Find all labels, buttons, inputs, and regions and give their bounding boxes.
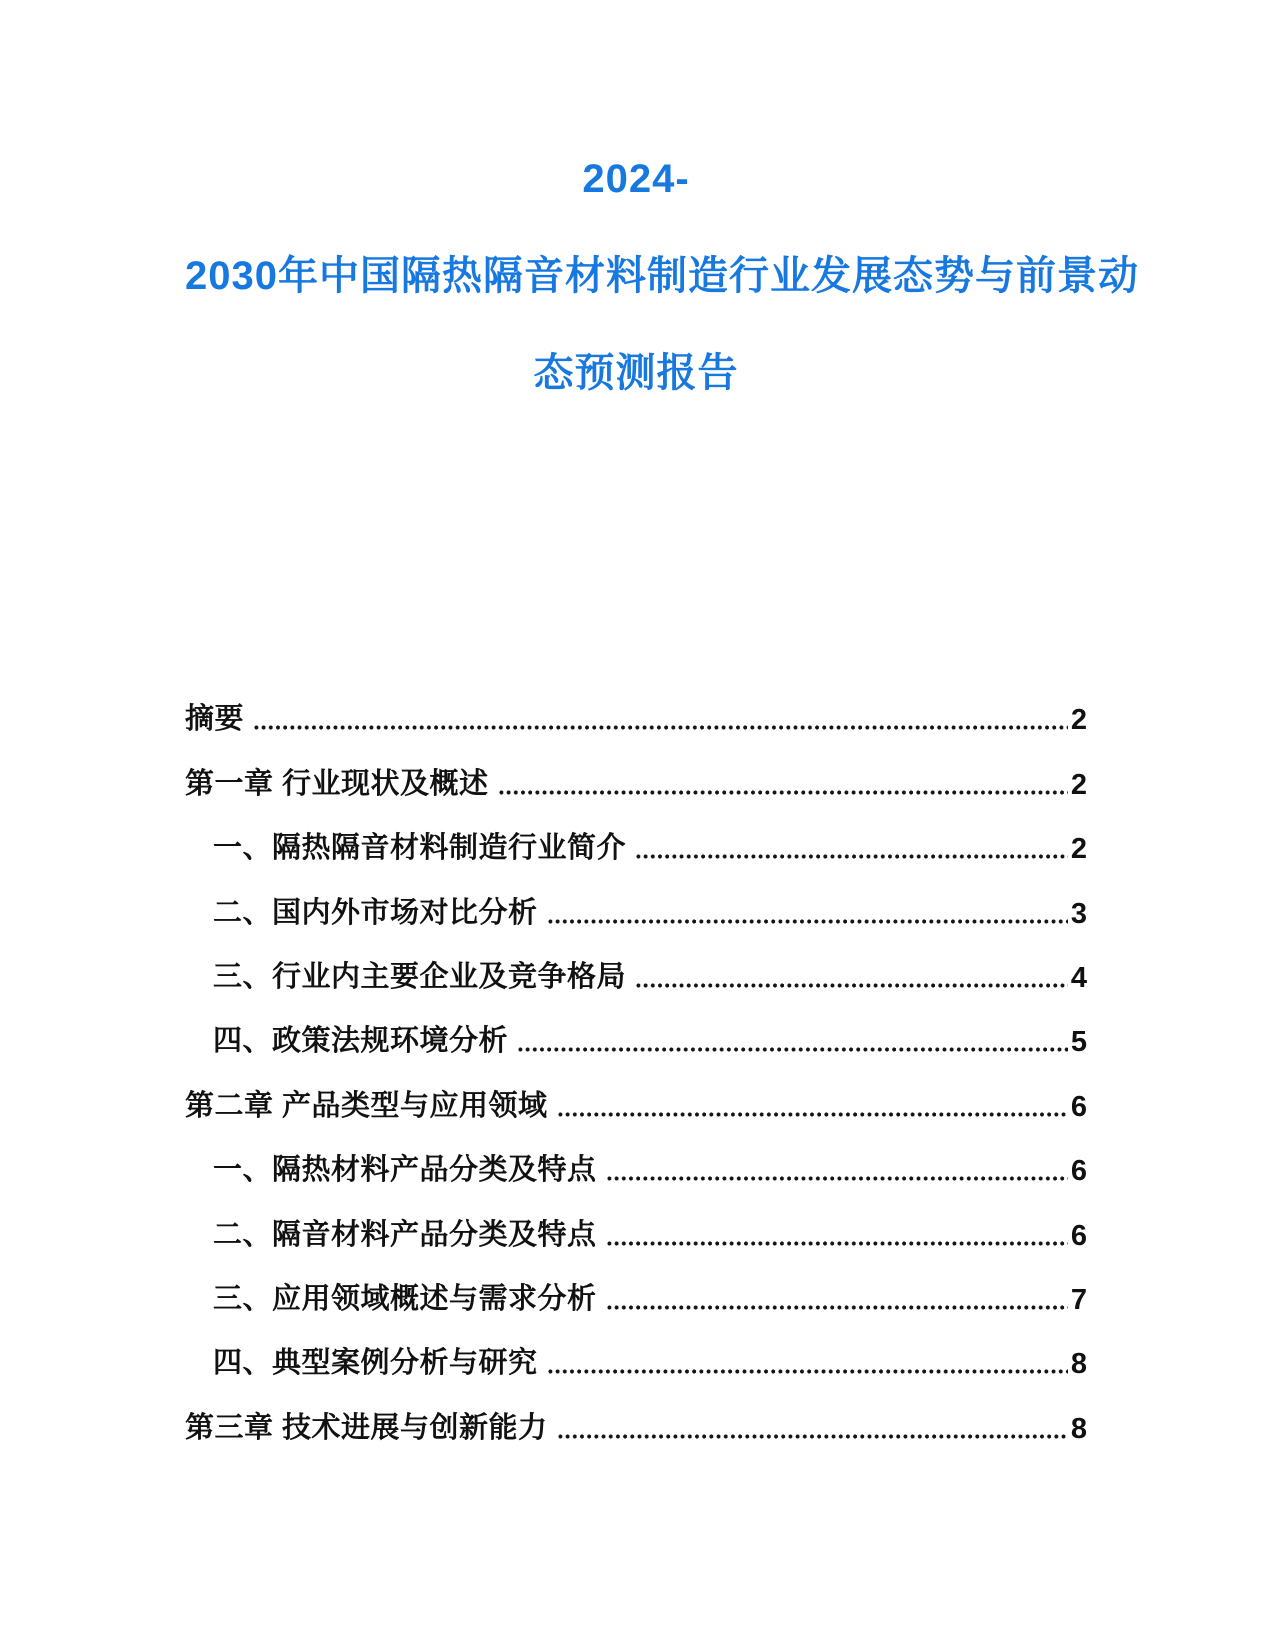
toc-page-number: 2 (1070, 704, 1087, 737)
report-title (185, 131, 1139, 422)
toc-entry-label: 四、政策法规环境分析 (213, 1025, 509, 1058)
report-title-line-3: 态预测报告 (533, 351, 739, 395)
toc-entry-abstract[interactable] (185, 673, 1087, 737)
toc-page-number: 4 (1070, 961, 1087, 994)
toc-page-number: 3 (1070, 897, 1087, 930)
toc-entry-ch2-section-1[interactable] (185, 1124, 1087, 1188)
toc-entry-label: 一、隔热材料产品分类及特点 (213, 1154, 597, 1187)
toc-entry-chapter-2[interactable] (185, 1059, 1087, 1123)
toc-page-number: 6 (1070, 1155, 1087, 1188)
toc-entry-label: 三、应用领域概述与需求分析 (213, 1282, 597, 1315)
toc-page-number: 8 (1070, 1412, 1087, 1445)
toc-entry-label: 第二章 产品类型与应用领域 (185, 1089, 548, 1122)
toc-dot-leader (606, 1176, 1068, 1181)
toc-entry-chapter-1[interactable] (185, 737, 1087, 801)
toc-page-number: 8 (1070, 1348, 1087, 1381)
toc-entry-label: 三、行业内主要企业及竞争格局 (213, 960, 627, 993)
toc-dot-leader (606, 1305, 1068, 1310)
toc-page-number: 5 (1070, 1026, 1087, 1059)
report-title-line-1: 2024- (582, 157, 690, 201)
toc-dot-leader (557, 1112, 1068, 1117)
toc-entry-ch2-section-4[interactable] (185, 1317, 1087, 1381)
toc-entry-label: 二、隔音材料产品分类及特点 (213, 1218, 597, 1251)
toc-entry-ch1-section-1[interactable] (185, 802, 1087, 866)
toc-entry-chapter-3[interactable] (185, 1381, 1087, 1445)
toc-page-number: 2 (1070, 768, 1087, 801)
toc-entry-ch2-section-2[interactable] (185, 1188, 1087, 1252)
document-page (185, 0, 1139, 1650)
toc-page-number: 6 (1070, 1219, 1087, 1252)
toc-entry-label: 一、隔热隔音材料制造行业简介 (213, 832, 627, 865)
toc-page-number: 7 (1070, 1283, 1087, 1316)
toc-entry-label: 四、典型案例分析与研究 (213, 1347, 538, 1380)
toc-dot-leader (547, 919, 1068, 924)
toc-dot-leader (635, 983, 1068, 988)
toc-entry-label: 二、国内外市场对比分析 (213, 896, 538, 929)
toc-entry-label: 摘要 (185, 703, 245, 736)
report-title-line-2: 2030年中国隔热隔音材料制造行业发展态势与前景动 (185, 254, 1139, 298)
toc-page-number: 2 (1070, 833, 1087, 866)
table-of-contents (185, 673, 1087, 1446)
toc-entry-ch1-section-2[interactable] (185, 866, 1087, 930)
toc-dot-leader (557, 1434, 1068, 1439)
toc-dot-leader (635, 854, 1068, 859)
toc-page-number: 6 (1070, 1090, 1087, 1123)
toc-entry-label: 第一章 行业现状及概述 (185, 767, 489, 800)
toc-dot-leader (517, 1047, 1068, 1052)
toc-dot-leader (253, 725, 1068, 730)
toc-dot-leader (498, 790, 1068, 795)
toc-entry-ch2-section-3[interactable] (185, 1253, 1087, 1317)
toc-dot-leader (547, 1369, 1068, 1374)
toc-entry-ch1-section-4[interactable] (185, 995, 1087, 1059)
toc-dot-leader (606, 1241, 1068, 1246)
toc-entry-ch1-section-3[interactable] (185, 931, 1087, 995)
toc-entry-label: 第三章 技术进展与创新能力 (185, 1411, 548, 1444)
